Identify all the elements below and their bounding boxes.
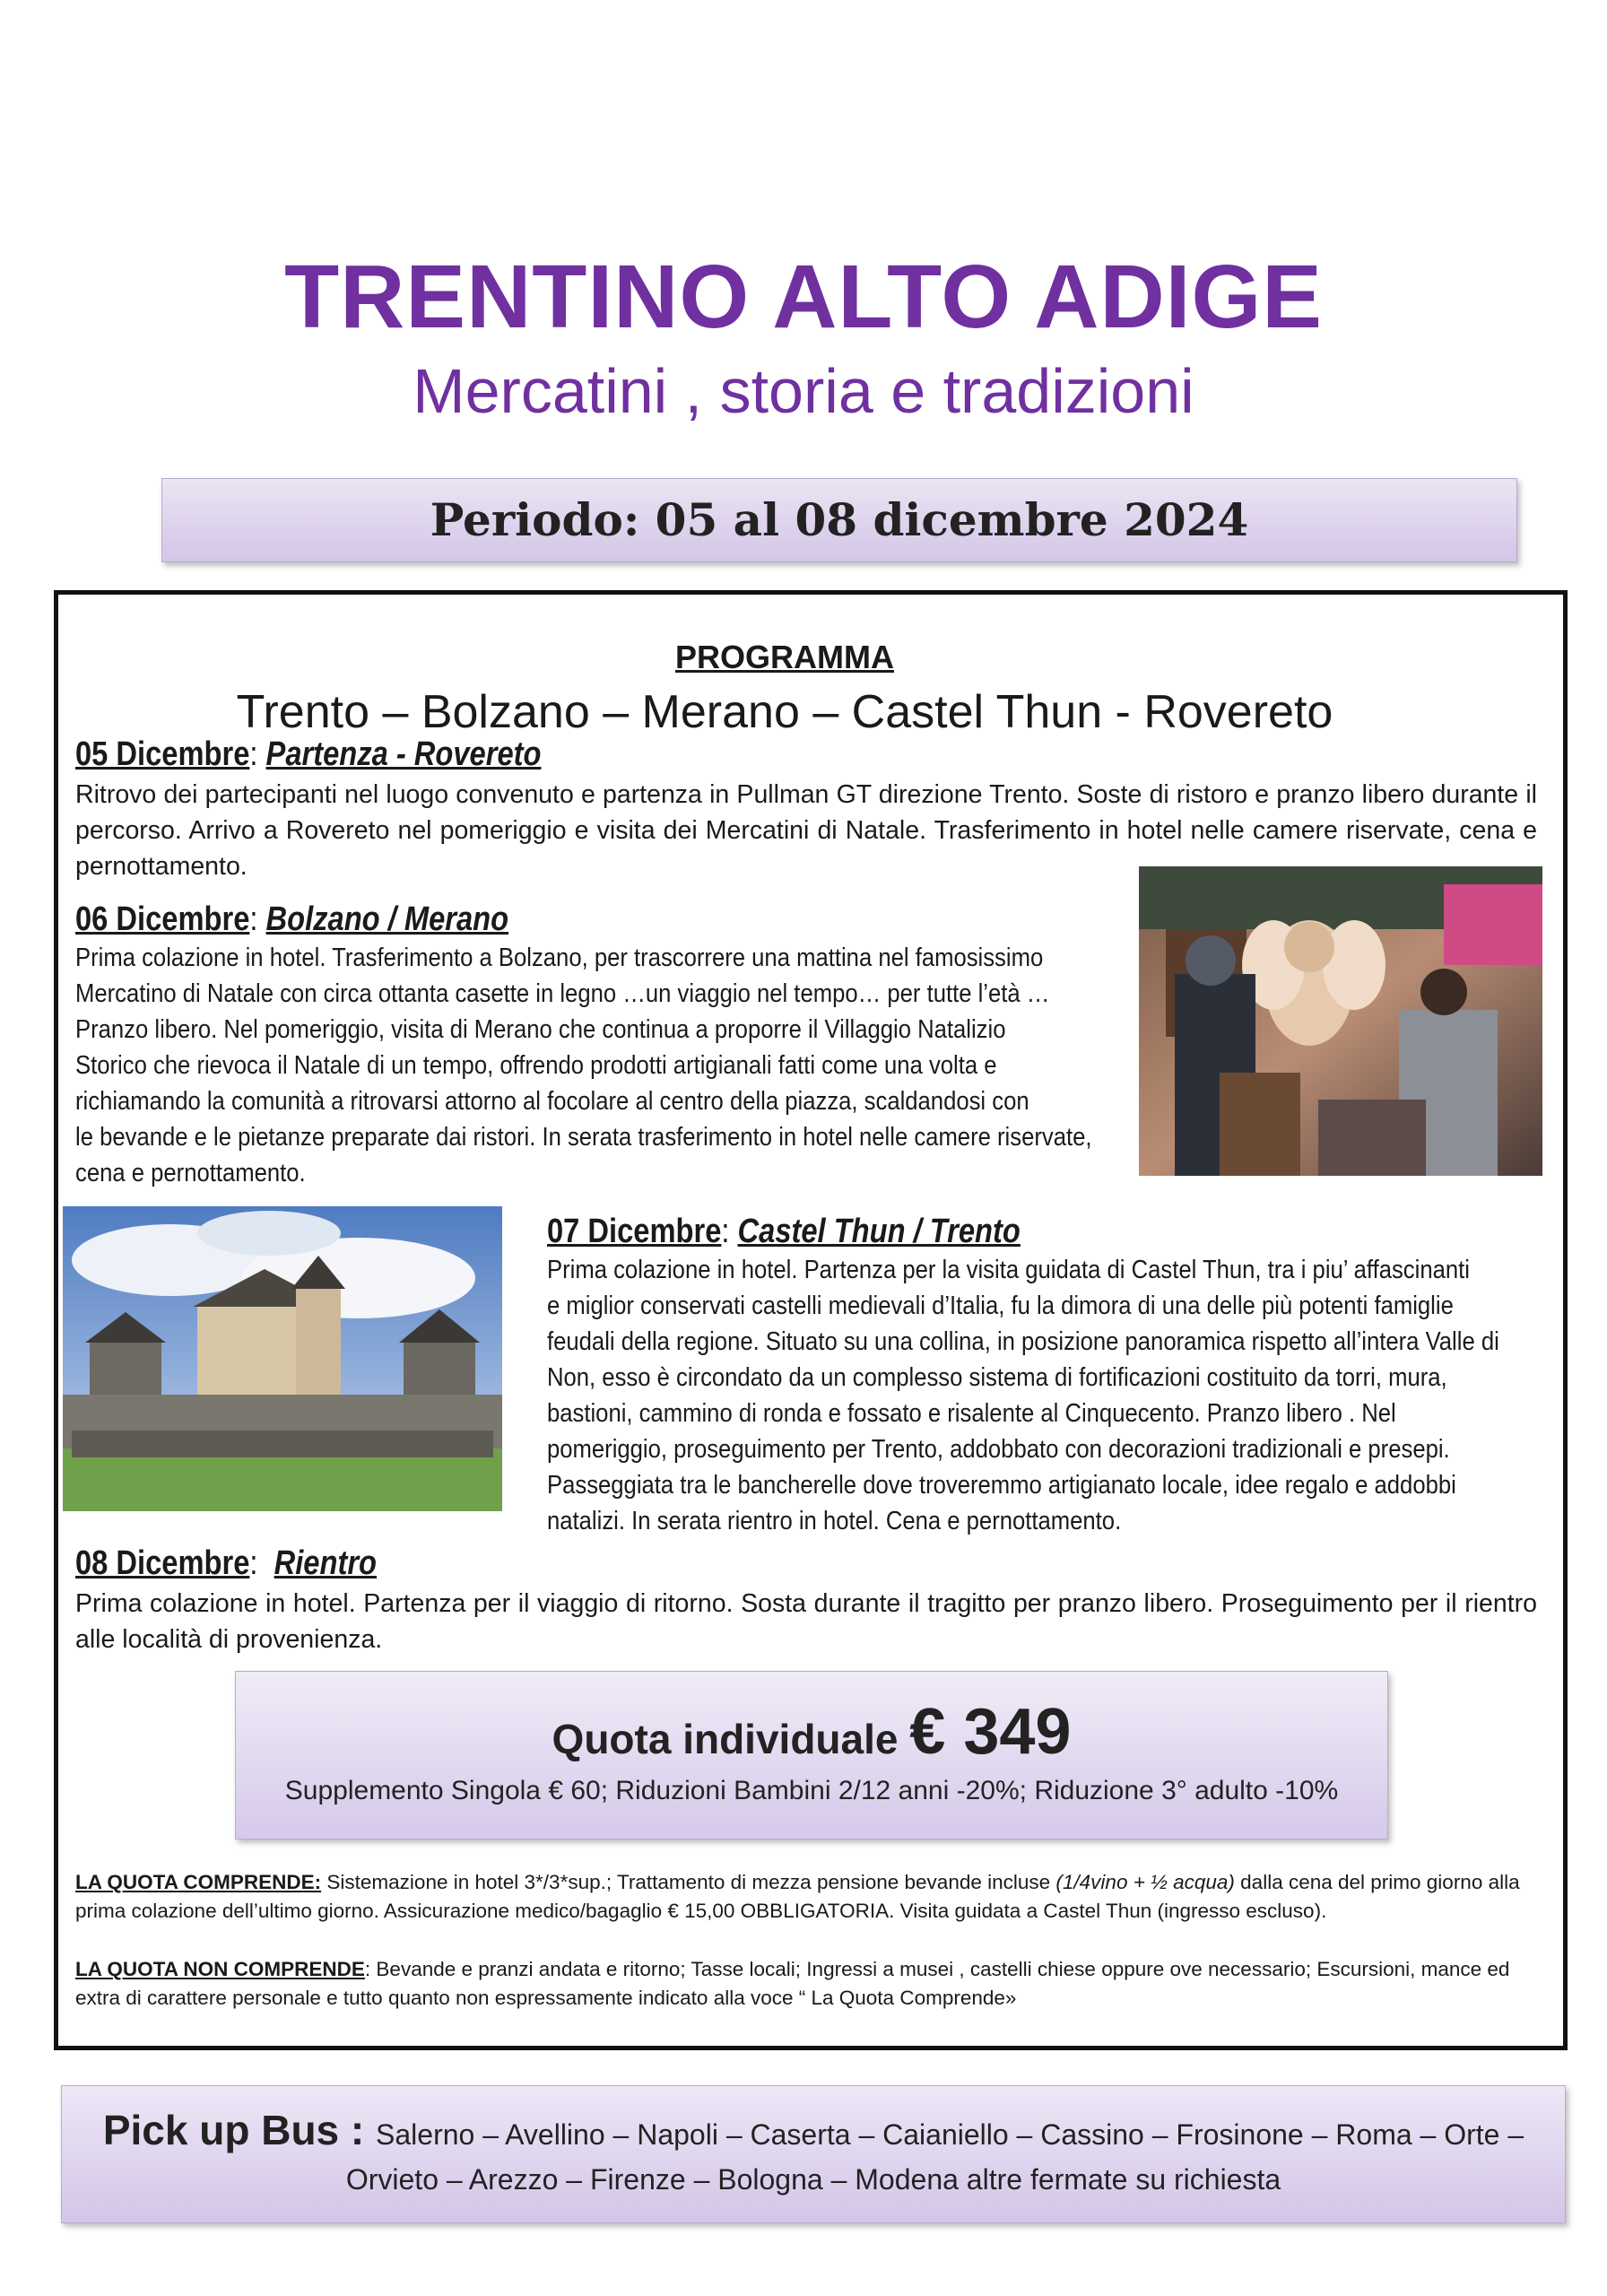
day-2-destination: Bolzano / Merano: [265, 900, 509, 938]
price-heading: [236, 1695, 1387, 1769]
includes-text-end: dalla cena del primo giorno alla prima colazione dell’ultimo giorno. Assicurazione medico/bagaglio € 15,00 OBBLIGATORIA. Visita guidata a Castel Thun (ingresso escluso).: [75, 1871, 1520, 1922]
period-banner: Periodo: 05 al 08 dicembre 2024: [161, 478, 1517, 562]
day-3-line: feudali della regione. Situato su una collina, in posizione panoramica rispetto all’intera Valle di: [547, 1327, 1499, 1356]
day-2-date: 06 Dicembre: [75, 900, 250, 938]
day-3-line: Passeggiata tra le bancherelle dove troveremmo artigianato locale, idee regalo e addobbi: [547, 1471, 1456, 1500]
day-3-line: pomeriggio, proseguimento per Trento, addobbato con decorazioni tradizionali e presepi.: [547, 1435, 1450, 1464]
day-2-line: Mercatino di Natale con circa ottanta casette in legno …un viaggio nel tempo… per tutte l’età …: [75, 979, 1050, 1008]
program-label: PROGRAMMA: [675, 639, 894, 675]
day-3-date: 07 Dicembre: [547, 1213, 722, 1250]
includes-label: LA QUOTA COMPRENDE:: [75, 1871, 322, 1893]
castel-thun-photo: [63, 1206, 502, 1511]
day-1-description: Ritrovo dei partecipanti nel luogo convenuto e partenza in Pullman GT direzione Trento. Soste di ristoro e pranzo libero durante il percorso. Arrivo a Rovereto nel pomeriggio e visita dei Mercatini di Natale. Trasferimento in hotel nelle camere riservate, cena e pernottamento.: [75, 780, 1537, 881]
pickup-label: Pick up Bus: [102, 2107, 340, 2153]
day-2-line: le bevande e le pietanze preparate dai ristori. In serata trasferimento in hotel nelle camere riservate,: [75, 1123, 1092, 1152]
price-value: € 349: [909, 1696, 1072, 1768]
day-2-line: Prima colazione in hotel. Trasferimento a Bolzano, per trascorrere una mattina nel famosissimo: [75, 944, 1044, 972]
day-2-heading: [75, 900, 508, 939]
day-4-date: 08 Dicembre: [75, 1544, 250, 1582]
day-4-heading: [75, 1544, 377, 1583]
price-box: [235, 1671, 1388, 1839]
day-3-sep: :: [721, 1213, 738, 1250]
price-label: Quota individuale: [552, 1716, 899, 1762]
day-4-sep: :: [249, 1544, 274, 1582]
day-1-heading: [75, 735, 541, 774]
pickup-stops-1: Salerno – Avellino – Napoli – Caserta – Caianiello – Cassino – Frosinone – Roma – Orte –: [376, 2118, 1524, 2151]
day-2-sep: :: [249, 900, 266, 938]
day-1-sep: :: [249, 735, 266, 773]
day-3-line: Non, esso è circondato da un complesso sistema di fortificazioni costituito da torri, mura,: [547, 1363, 1447, 1392]
price-supplements: Supplemento Singola € 60; Riduzioni Bambini 2/12 anni -20%; Riduzione 3° adulto -10%: [284, 1776, 1339, 1805]
pickup-box: [61, 2085, 1566, 2223]
pickup-stops-2: Orvieto – Arezzo – Firenze – Bologna – Modena altre fermate su richiesta: [345, 2163, 1281, 2196]
day-4-destination: Rientro: [274, 1544, 378, 1582]
excludes-text: : Bevande e pranzi andata e ritorno; Tasse locali; Ingressi a musei , castelli chiese oppure ove necessario; Escursioni, mance ed extra di carattere personale e tutto quanto non espressamente indicato alla voce “ La Quota Comprende»: [75, 1958, 1510, 2009]
day-2-description: [75, 940, 1204, 1191]
day-3-line: e miglior conservati castelli medievali d’Italia, fu la dimora di una delle più potenti famiglie: [547, 1292, 1454, 1320]
pickup-sep: :: [339, 2107, 377, 2153]
day-3-line: natalizi. In serata rientro in hotel. Cena e pernottamento.: [547, 1507, 1122, 1535]
day-3-line: bastioni, cammino di ronda e fossato e risalente al Cinquecento. Pranzo libero . Nel: [547, 1399, 1396, 1428]
christmas-market-photo: [1139, 866, 1542, 1176]
includes-text: Sistemazione in hotel 3*/3*sup.; Trattamento di mezza pensione bevande incluse: [321, 1871, 1056, 1893]
includes-italic: (1/4vino + ½ acqua): [1055, 1871, 1235, 1893]
day-3-description: [547, 1252, 1605, 1539]
day-3-heading: [547, 1213, 1021, 1251]
includes-note: [75, 1868, 1546, 1926]
excludes-note: [75, 1955, 1546, 2013]
day-1-destination: Partenza - Rovereto: [265, 735, 542, 773]
day-4-description: Prima colazione in hotel. Partenza per il viaggio di ritorno. Sosta durante il tragitto per pranzo libero. Proseguimento per il rientro alle località di provenienza.: [75, 1589, 1537, 1654]
program-route: Trento – Bolzano – Merano – Castel Thun - Rovereto: [236, 686, 1333, 738]
excludes-label: LA QUOTA NON COMPRENDE: [75, 1958, 365, 1980]
day-2-line: cena e pernottamento.: [75, 1159, 306, 1187]
day-3-destination: Castel Thun / Trento: [737, 1213, 1021, 1250]
day-1-date: 05 Dicembre: [75, 735, 250, 773]
day-2-line: Storico che rievoca il Natale di un tempo, offrendo prodotti artigianali fatti come una volta e: [75, 1051, 997, 1080]
day-2-line: richiamando la comunità a ritrovarsi attorno al focolare al centro della piazza, scaldandosi con: [75, 1087, 1029, 1116]
pickup-line-1: [62, 2106, 1565, 2154]
page-title: TRENTINO ALTO ADIGE: [284, 247, 1323, 347]
page-subtitle: Mercatini , storia e tradizioni: [413, 356, 1194, 426]
day-3-line: Prima colazione in hotel. Partenza per la visita guidata di Castel Thun, tra i piu’ affascinanti: [547, 1256, 1470, 1284]
day-2-line: Pranzo libero. Nel pomeriggio, visita di Merano che continua a proporre il Villaggio Natalizio: [75, 1015, 1006, 1044]
